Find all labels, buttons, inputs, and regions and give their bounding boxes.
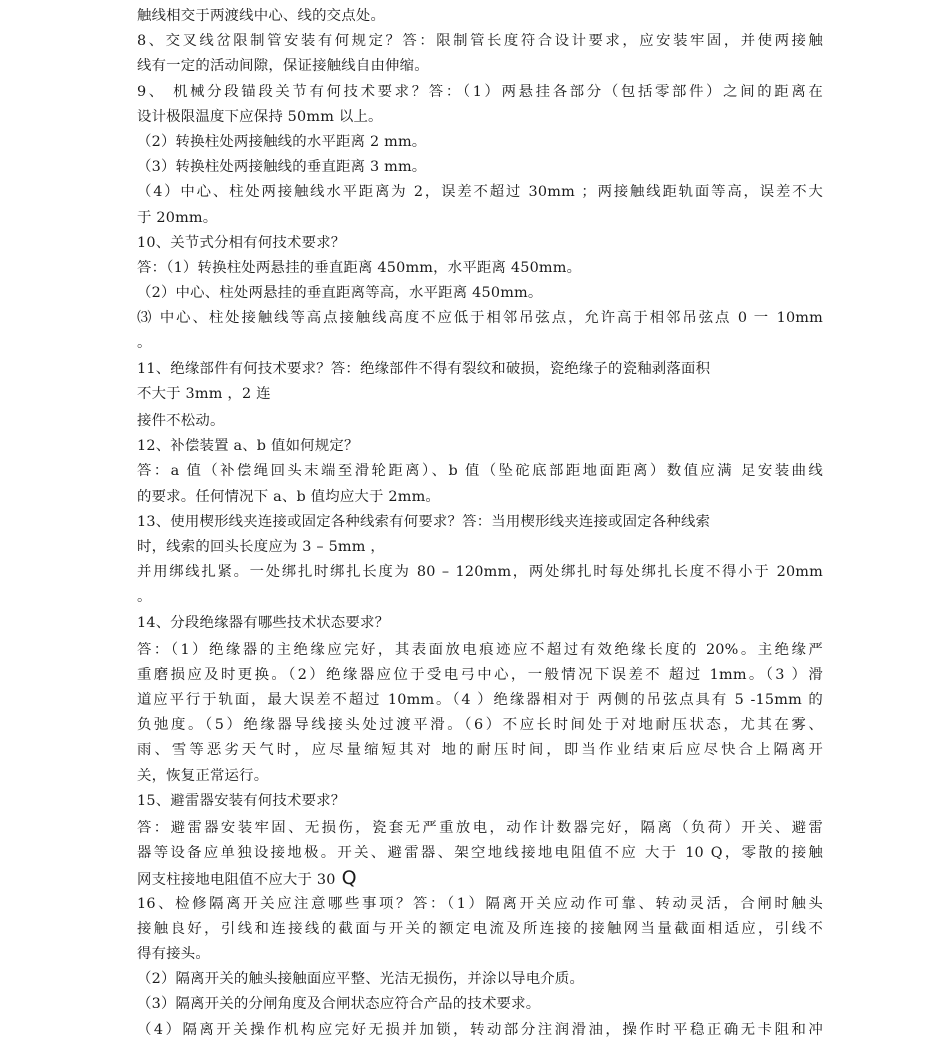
line-text: 接件不松动。 bbox=[137, 413, 225, 429]
text-line bbox=[137, 306, 823, 331]
text-line bbox=[137, 892, 823, 917]
line-text: （2）隔离开关的触头接触面应平整、光洁无损伤，并涂以导电介质。 bbox=[137, 971, 585, 988]
line-text: 11、绝缘部件有何技术要求？答：绝缘部件不得有裂纹和破损，瓷绝缘子的瓷釉剥落面积 bbox=[137, 360, 711, 377]
line-text: 答：（1）转换柱处两悬挂的垂直距离 450mm，水平距离 450mm。 bbox=[137, 259, 582, 276]
line-text: 负弛度。（5）绝缘器导线接头处过渡平滑。（6）不应长时间处于对地耐压状态，尤其在雾、 bbox=[137, 717, 823, 734]
line-text: （2）转换柱处两接触线的水平距离 2 mm。 bbox=[137, 133, 427, 150]
text-line bbox=[137, 764, 823, 789]
line-text: 的要求。任何情况下 a、b 值均应大于 2mm。 bbox=[137, 488, 441, 505]
line-text: 器等设备应单独设接地极。开关、避雷器、架空地线接地电阻值不应 大于 10 Q，零散的接触 bbox=[137, 845, 823, 862]
text-line bbox=[137, 816, 823, 841]
text-line bbox=[137, 180, 823, 205]
text-line bbox=[137, 130, 823, 155]
ohm-symbol: Q bbox=[341, 867, 357, 890]
line-text: 。 bbox=[137, 335, 152, 352]
text-line bbox=[137, 713, 823, 738]
document-body bbox=[137, 4, 823, 1043]
line-text: 雨、雪等恶劣天气时，应尽量缩短其对 地的耐压时间，即当作业结束后应尽快合上隔离开 bbox=[137, 742, 823, 759]
text-line bbox=[137, 29, 823, 54]
text-line bbox=[137, 841, 823, 866]
text-line bbox=[137, 967, 823, 992]
line-text: 接触良好，引线和连接线的截面与开关的额定电流及所连接的接触网当量截面相适应，引线不 bbox=[137, 920, 823, 937]
text-line bbox=[137, 231, 823, 256]
line-text: （3）隔离开关的分闸角度及合闸状态应符合产品的技术要求。 bbox=[137, 996, 541, 1013]
text-line bbox=[137, 357, 823, 382]
text-line bbox=[137, 105, 823, 130]
text-line bbox=[137, 281, 823, 306]
line-text: （4）中心、柱处两接触线水平距离为 2，误差不超过 30mm ；两接触线距轨面等高，误差不大 bbox=[137, 184, 823, 201]
line-text: 时，线索的回头长度应为 3 – 5mm ， bbox=[137, 538, 385, 555]
line-text: 。 bbox=[137, 589, 152, 606]
line-text: 16、检修隔离开关应注意哪些事项？答：（1）隔离开关应动作可靠、转动灵活，合闸时触头 bbox=[137, 895, 823, 912]
line-text: 关，恢复正常运行。 bbox=[137, 767, 269, 784]
line-text: （2）中心、柱处两悬挂的垂直距离等高，水平距离 450mm。 bbox=[137, 285, 543, 302]
text-line bbox=[137, 459, 823, 484]
text-line bbox=[137, 510, 823, 535]
text-line bbox=[137, 535, 823, 560]
line-text: ⑶ 中心、柱处接触线等高点接触线高度不应低于相邻吊弦点，允许高于相邻吊弦点 0 一 10mm bbox=[137, 310, 823, 327]
text-line bbox=[137, 54, 823, 79]
text-line bbox=[137, 917, 823, 942]
text-line bbox=[137, 560, 823, 585]
text-line bbox=[137, 382, 823, 407]
text-line bbox=[137, 789, 823, 814]
text-line bbox=[137, 80, 823, 105]
line-text: 道应平行于轨面，最大误差不超过 10mm。（4 ）绝缘器相对于 两侧的吊弦点具有 5 -15mm 的 bbox=[137, 692, 823, 709]
text-line bbox=[137, 206, 823, 231]
text-line bbox=[137, 866, 823, 891]
text-line bbox=[137, 663, 823, 688]
line-text: 答：a 值（补偿绳回头末端至滑轮距离）、b 值（坠砣底部距地面距离）数值应满 足安装曲线 bbox=[137, 463, 823, 480]
text-line bbox=[137, 1018, 823, 1043]
line-text: （3）转换柱处两接触线的垂直距离 3 mm。 bbox=[137, 159, 427, 176]
line-text: 不大于 3mm ，2 连 bbox=[137, 385, 271, 402]
line-text: 9、 机械分段锚段关节有何技术要求？答：（1）两悬挂各部分（包括零部件）之间的距离在 bbox=[137, 83, 823, 100]
text-line bbox=[137, 585, 823, 610]
line-text: （4）隔离开关操作机构应完好无损并加锁，转动部分注润滑油，操作时平稳正确无卡阻和冲 bbox=[137, 1021, 823, 1038]
line-text: 触线相交于两渡线中心、线的交点处。 bbox=[137, 8, 386, 24]
text-line bbox=[137, 4, 823, 29]
text-line bbox=[137, 992, 823, 1017]
text-line bbox=[137, 738, 823, 763]
line-text: 线有一定的活动间隙，保证接触线自由伸缩。 bbox=[137, 58, 429, 75]
text-line bbox=[137, 331, 823, 356]
line-text: 得有接头。 bbox=[137, 945, 210, 962]
line-text: 14、分段绝缘器有哪些技术状态要求？ bbox=[137, 614, 390, 631]
line-text: 13、使用楔形线夹连接或固定各种线索有何要求？答：当用楔形线夹连接或固定各种线索 bbox=[137, 513, 711, 530]
line-text: 设计极限温度下应保持 50mm 以上。 bbox=[137, 108, 383, 125]
text-line bbox=[137, 942, 823, 967]
text-line bbox=[137, 256, 823, 281]
text-line bbox=[137, 409, 823, 434]
line-text: 答：避雷器安装牢固、无损伤，瓷套无严重放电，动作计数器完好，隔离（负荷）开关、避雷 bbox=[137, 820, 823, 836]
text-line bbox=[137, 688, 823, 713]
line-text: 并用绑线扎紧。一处绑扎时绑扎长度为 80 – 120mm，两处绑扎时每处绑扎长度不得小于 20mm bbox=[137, 564, 823, 581]
text-line bbox=[137, 611, 823, 636]
line-text: 12、补偿装置 a、b 值如何规定？ bbox=[137, 438, 359, 455]
line-text: 重磨损应及时更换。（2）绝缘器应位于受电弓中心，一般情况下误差不 超过 1mm。（3 ）滑 bbox=[137, 666, 823, 683]
line-text: 15、避雷器安装有何技术要求？ bbox=[137, 792, 346, 809]
line-text: 答：（1）绝缘器的主绝缘应完好，其表面放电痕迹应不超过有效绝缘长度的 20%。主绝缘严 bbox=[137, 641, 823, 658]
line-text: 8、交叉线岔限制管安装有何规定？答：限制管长度符合设计要求，应安装牢固，并使两接触 bbox=[137, 33, 823, 50]
line-text: 于 20mm。 bbox=[137, 209, 218, 226]
line-text: 网支柱接地电阻值不应大于 30 bbox=[137, 872, 336, 889]
text-line bbox=[137, 434, 823, 459]
text-line bbox=[137, 485, 823, 510]
line-text: 10、关节式分相有何技术要求？ bbox=[137, 234, 346, 251]
text-line bbox=[137, 155, 823, 180]
text-line bbox=[137, 638, 823, 663]
